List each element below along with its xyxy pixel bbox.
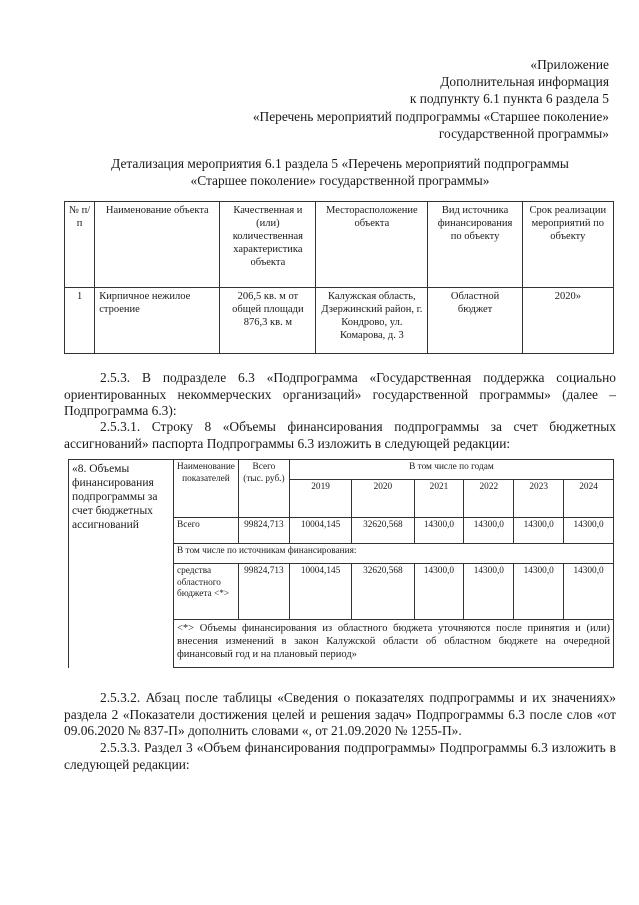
paragraph: 2.5.3. В подразделе 6.3 «Подпрограмма «Государственная поддержка социально ориентированных некоммерческих организаций» государственной программы» (далее – Подпрограмма 6.3): xyxy=(64,370,616,418)
table-cell: 32620,568 xyxy=(352,564,414,620)
year-header: 2019 xyxy=(289,480,351,518)
table-cell: 32620,568 xyxy=(352,518,414,544)
table-cell: 14300,0 xyxy=(414,518,464,544)
header-cell: Всего (тыс. руб.) xyxy=(238,460,289,518)
paragraph: 2.5.3.2. Абзац после таблицы «Сведения о показателях подпрограммы и их значениях» раздела 2 «Показатели достижения целей и решения задач» Подпрограммы 6.3 после слов «от 09.06.2020 № 837-П» дополнить словами «, от 21.09.2020 № 1255-П». xyxy=(64,690,616,738)
header-cell: Срок реализации мероприятий по объекту xyxy=(522,202,613,288)
row-label-cell: «8. Объемы финансирования подпрограммы за счет бюджетных ассигнований xyxy=(69,460,174,668)
table-cell: Кирпичное нежилое строение xyxy=(95,288,220,354)
sources-header: В том числе по источникам финансирования: xyxy=(174,544,614,564)
table-header-row xyxy=(65,202,614,288)
paragraph: 2.5.3.3. Раздел 3 «Объем финансирования подпрограммы» Подпрограммы 6.3 изложить в следующей редакции: xyxy=(64,740,616,772)
paragraph: 2.5.3.1. Строку 8 «Объемы финансирования подпрограммы за счет бюджетных ассигнований» паспорта Подпрограммы 6.3 изложить в следующей редакции: xyxy=(64,419,616,451)
appendix-line: «Перечень мероприятий подпрограммы «Старшее поколение» xyxy=(252,108,609,124)
table-cell: 99824,713 xyxy=(238,564,289,620)
appendix-line: Дополнительная информация xyxy=(440,74,609,90)
object-details-table xyxy=(64,201,614,354)
year-header: 2024 xyxy=(564,480,614,518)
year-header: 2023 xyxy=(514,480,564,518)
year-header: 2021 xyxy=(414,480,464,518)
header-cell: Наименование показателей xyxy=(174,460,239,518)
table-cell: 99824,713 xyxy=(238,518,289,544)
title-line: «Старшее поколение» государственной программы» xyxy=(190,173,490,188)
year-header: 2022 xyxy=(464,480,514,518)
financing-table xyxy=(68,459,614,668)
table-cell: Всего xyxy=(174,518,239,544)
footnote-cell: <*> Объемы финансирования из областного бюджета уточняются после принятия и (или) внесения изменений в закон Калужской области об областном бюджете на очередной финансовый год и на плановый период» xyxy=(174,620,614,668)
table-cell: 14300,0 xyxy=(514,564,564,620)
table-cell: 14300,0 xyxy=(564,564,614,620)
appendix-header xyxy=(253,56,609,142)
table-cell: 14300,0 xyxy=(564,518,614,544)
header-cell: Месторасположение объекта xyxy=(316,202,428,288)
header-cell: Качественная и (или) количественная характеристика объекта xyxy=(220,202,316,288)
table-row xyxy=(65,288,614,354)
appendix-line: к подпункту 6.1 пункта 6 раздела 5 xyxy=(409,91,609,107)
table-cell: 2020» xyxy=(522,288,613,354)
table-header-row xyxy=(69,460,614,480)
table-cell: Областной бюджет xyxy=(428,288,522,354)
appendix-line: государственной программы» xyxy=(438,125,609,141)
table-cell: 14300,0 xyxy=(514,518,564,544)
header-cell: В том числе по годам xyxy=(289,460,613,480)
header-cell: Вид источника финансирования по объекту xyxy=(428,202,522,288)
table-cell: 206,5 кв. м от общей площади 876,3 кв. м xyxy=(220,288,316,354)
year-header: 2020 xyxy=(352,480,414,518)
header-cell: Наименование объекта xyxy=(95,202,220,288)
title-line: Детализация мероприятия 6.1 раздела 5 «Перечень мероприятий подпрограммы xyxy=(111,156,569,171)
table-cell: 14300,0 xyxy=(414,564,464,620)
table-cell: 14300,0 xyxy=(464,518,514,544)
table-cell: 10004,145 xyxy=(289,518,351,544)
table-cell: 1 xyxy=(65,288,95,354)
table-cell: 10004,145 xyxy=(289,564,351,620)
document-title xyxy=(60,155,620,189)
header-cell: № п/п xyxy=(65,202,95,288)
appendix-line: «Приложение xyxy=(530,57,609,72)
table-cell: 14300,0 xyxy=(464,564,514,620)
table-cell: Калужская область, Дзержинский район, г. Кондрово, ул. Комарова, д. 3 xyxy=(316,288,428,354)
table-cell: средства областного бюджета <*> xyxy=(174,564,239,620)
